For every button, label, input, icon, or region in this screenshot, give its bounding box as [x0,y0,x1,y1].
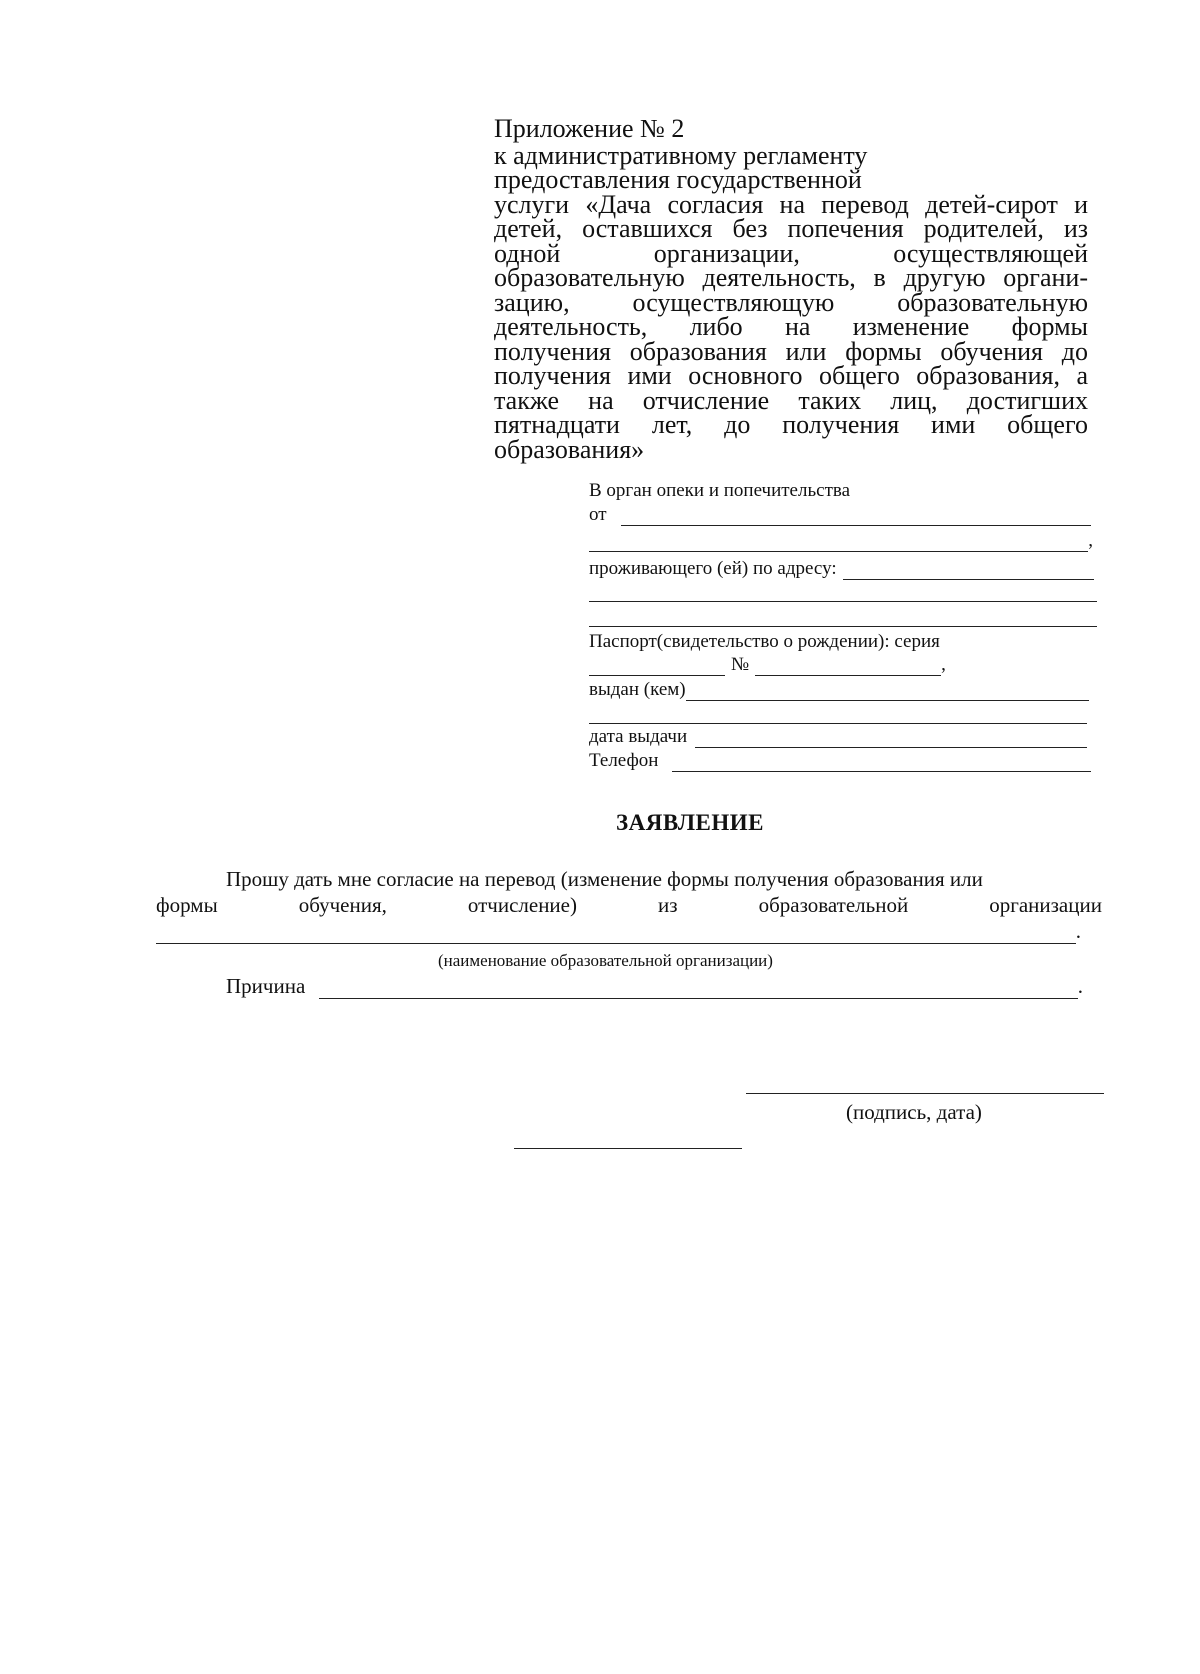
number-label: № [731,654,750,675]
addressee-block [589,480,1093,780]
issue-date-label: дата выдачи [589,726,688,747]
organ-label: В орган опеки и попечительства [589,480,851,501]
appendix-line: деятельность, либо на изменение формы [494,312,1088,341]
appendix-line: образовательную деятельность, в другую органи- [494,263,1088,292]
statement-heading: ЗАЯВЛЕНИЕ [616,810,764,835]
extra-line[interactable] [514,1148,742,1149]
address-line-2[interactable] [589,601,1097,602]
appendix-line: услуги «Дача согласия на перевод детей-сирот и [494,189,1088,219]
issued-by-label: выдан (кем) [589,679,686,700]
appendix-line: к административному регламенту [494,140,868,170]
organization-caption: (наименование образовательной организации) [438,951,773,970]
from-row[interactable] [589,504,1091,526]
statement-word: образовательной [758,893,909,917]
from-label: от [589,504,607,525]
appendix-line: детей, оставшихся без попечения родителей, из [494,214,1088,243]
from-continuation-row[interactable] [589,530,1093,552]
appendix-line: получения ими основного общего образования, а [494,361,1088,390]
address-field[interactable] [843,561,1094,580]
statement-word: отчисление) [467,893,577,917]
series-field[interactable] [589,657,725,676]
reason-label: Причина [226,974,306,998]
series-number-row[interactable] [589,654,949,676]
appendix-line: получения образования или формы обучения до [494,336,1088,366]
statement-word: формы [156,893,218,917]
number-field[interactable] [755,657,941,676]
residing-label: проживающего (ей) по адресу: [589,558,837,579]
appendix-header [494,114,1088,464]
reason-row[interactable] [226,974,1083,999]
address-line-3[interactable] [589,626,1097,627]
issue-date-row[interactable] [589,726,1087,748]
statement-word: из [658,893,678,917]
appendix-line: также на отчисление таких лиц, достигших [494,385,1088,415]
appendix-line: предоставления государственной [494,165,862,194]
appendix-title: Приложение № 2 [494,114,685,143]
signature-caption: (подпись, дата) [846,1100,982,1124]
appendix-line: зацию, осуществляющую образовательную [494,287,1088,317]
issue-date-field[interactable] [695,729,1087,748]
signature-line[interactable] [746,1093,1104,1094]
comma: , [1088,530,1093,551]
appendix-line: образования» [494,434,645,464]
issued-by-row[interactable] [589,679,1089,701]
reason-field[interactable] [319,980,1077,999]
appendix-line: одной организации, осуществляющей [494,238,1088,268]
phone-label: Телефон [589,750,659,771]
period: . [1077,974,1083,998]
issued-by-line-2[interactable] [589,723,1087,724]
from-field[interactable] [621,507,1091,526]
organization-row[interactable] [156,918,1081,944]
passport-row [589,631,1089,653]
statement-word: организации [989,893,1102,917]
comma: , [941,654,946,675]
phone-row[interactable] [589,750,1091,772]
statement-line-1: Прошу дать мне согласие на перевод (изменение формы получения образования или [226,867,983,891]
organ-row [589,480,1079,502]
phone-field[interactable] [672,753,1091,772]
address-row[interactable] [589,558,1094,580]
passport-label: Паспорт(свидетельство о рождении): серия [589,631,940,652]
appendix-line: пятнадцати лет, до получения ими общего [494,410,1088,439]
organization-field[interactable] [156,925,1076,944]
period: . [1075,919,1081,943]
statement-line-2 [156,892,1102,918]
issued-by-field[interactable] [686,682,1089,701]
statement-word: обучения, [298,893,387,917]
from-continuation-field[interactable] [589,533,1088,552]
